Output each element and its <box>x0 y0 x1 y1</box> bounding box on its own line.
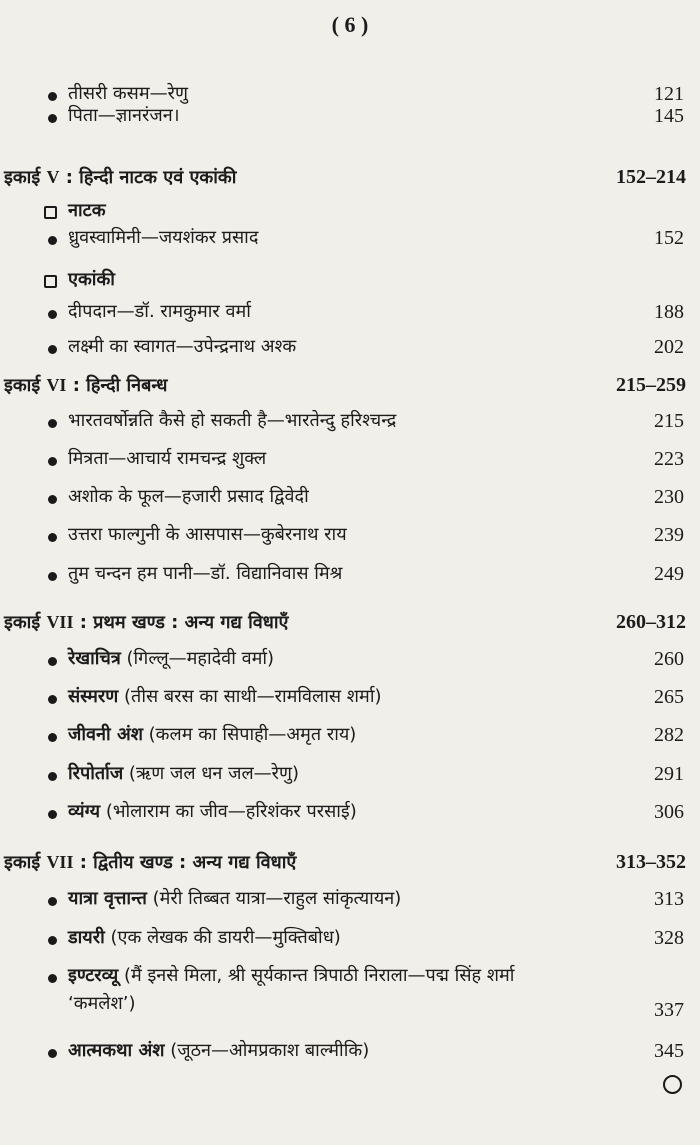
entry-title: तीसरी कसम—रेणु <box>68 83 188 104</box>
genre-label: रिपोर्ताज <box>68 763 124 784</box>
entry-title: दीपदान—डॉ. रामकुमार वर्मा <box>68 301 251 322</box>
genre-label: जीवनी अंश <box>68 724 143 745</box>
unit-number: V <box>46 167 60 187</box>
entry-title <box>68 645 274 673</box>
entry-detail: (भोलाराम का जीव—हरिशंकर परसाई) <box>100 801 357 822</box>
bullet-icon <box>48 810 57 819</box>
bullet-icon <box>48 114 57 123</box>
page-number-ref: 215 <box>654 410 684 432</box>
entry-title: ध्रुवस्वामिनी—जयशंकर प्रसाद <box>68 227 259 248</box>
toc-entry <box>0 560 700 596</box>
entry-detail: (कलम का सिपाही—अमृत राय) <box>142 724 357 745</box>
bullet-icon <box>48 236 57 245</box>
toc-entry <box>0 924 700 960</box>
unit-name: : प्रथम खण्ड : अन्य गद्य विधाएँ <box>73 612 289 633</box>
bullet-icon <box>48 695 57 704</box>
unit-title <box>4 163 236 192</box>
toc-entry <box>0 962 700 1021</box>
toc-entry <box>0 798 700 834</box>
entry-detail: (एक लेखक की डायरी—मुक्तिबोध) <box>104 927 341 948</box>
unit-title <box>4 608 288 637</box>
toc-entry <box>0 298 700 334</box>
genre-label: इण्टरव्यू <box>68 965 119 986</box>
entry-title <box>68 721 356 749</box>
unit-title <box>4 371 167 400</box>
entry-detail: (मेरी तिब्बत यात्रा—राहुल सांकृत्यायन) <box>146 888 402 909</box>
toc-entry <box>0 445 700 481</box>
entry-detail: (गिल्लू—महादेवी वर्मा) <box>120 648 275 669</box>
page-number-ref: 239 <box>654 524 684 546</box>
unit-prefix: इकाई <box>4 852 47 873</box>
unit-heading <box>0 371 700 407</box>
bullet-icon <box>48 974 57 983</box>
page-number-ref: 337 <box>654 999 684 1021</box>
toc-entry <box>0 885 700 921</box>
toc-entry <box>0 407 700 443</box>
page-number-ref: 202 <box>654 336 684 358</box>
bullet-icon <box>48 772 57 781</box>
genre-label: संस्मरण <box>68 686 119 707</box>
bullet-icon <box>48 897 57 906</box>
entry-title: तुम चन्दन हम पानी—डॉ. विद्यानिवास मिश्र <box>68 563 343 584</box>
entry-title <box>68 924 341 952</box>
unit-heading <box>0 848 700 884</box>
bullet-icon <box>48 657 57 666</box>
unit-prefix: इकाई <box>4 612 47 633</box>
bullet-icon <box>48 733 57 742</box>
bullet-icon <box>48 457 57 466</box>
unit-number: VII <box>46 852 74 872</box>
bullet-icon <box>48 92 57 101</box>
bullet-icon <box>48 495 57 504</box>
end-mark-circle-icon <box>663 1075 682 1094</box>
subsection-heading <box>0 266 700 302</box>
entry-title <box>68 1037 369 1065</box>
entry-title <box>68 760 299 788</box>
bullet-icon <box>48 419 57 428</box>
unit-number: VII <box>46 612 74 632</box>
checkbox-square-icon <box>44 206 57 219</box>
unit-prefix: इकाई <box>4 167 47 188</box>
page-number-ref: 265 <box>654 686 684 708</box>
checkbox-square-icon <box>44 275 57 288</box>
page-number-ref: 223 <box>654 448 684 470</box>
page-number-ref: 282 <box>654 724 684 746</box>
bullet-icon <box>48 310 57 319</box>
page-number-ref: 121 <box>654 83 684 105</box>
toc-entry <box>0 333 700 369</box>
genre-label: व्यंग्य <box>68 801 101 822</box>
unit-heading <box>0 163 700 199</box>
entry-title: पिता—ज्ञानरंजन। <box>68 105 180 126</box>
page-number: ( 6 ) <box>331 12 369 37</box>
entry-title: उत्तरा फाल्गुनी के आसपास—कुबेरनाथ राय <box>68 524 347 545</box>
page-number-ref: 291 <box>654 763 684 785</box>
entry-detail: (मैं इनसे मिला, श्री सूर्यकान्त त्रिपाठी निराला—पद्म सिंह शर्मा <box>118 965 515 986</box>
entry-title: भारतवर्षोन्नति कैसे हो सकती है—भारतेन्दु हरिश्चन्द्र <box>68 410 397 431</box>
page-number-ref: 306 <box>654 801 684 823</box>
entry-detail: (तीस बरस का साथी—रामविलास शर्मा) <box>118 686 382 707</box>
page-number-ref: 249 <box>654 563 684 585</box>
page-number-ref: 260 <box>654 648 684 670</box>
genre-label: यात्रा वृत्तान्त <box>68 888 147 909</box>
bullet-icon <box>48 1049 57 1058</box>
genre-label: आत्मकथा अंश <box>68 1040 165 1061</box>
unit-name: : हिन्दी नाटक एवं एकांकी <box>59 167 237 188</box>
entry-title: अशोक के फूल—हजारी प्रसाद द्विवेदी <box>68 486 309 507</box>
page-range: 152–214 <box>616 166 686 188</box>
page-range: 313–352 <box>616 851 686 873</box>
toc-entry <box>0 760 700 796</box>
page-number-ref: 188 <box>654 301 684 323</box>
page-number-ref: 328 <box>654 927 684 949</box>
page-range: 260–312 <box>616 611 686 633</box>
entry-title <box>68 885 401 913</box>
entry-title: मित्रता—आचार्य रामचन्द्र शुक्ल <box>68 448 267 469</box>
toc-entry <box>0 645 700 681</box>
entry-detail: (ऋण जल धन जल—रेणु) <box>123 763 300 784</box>
page-number-ref: 145 <box>654 105 684 127</box>
entry-title <box>68 962 638 1018</box>
toc-entry <box>0 1037 700 1073</box>
page-number-ref: 152 <box>654 227 684 249</box>
page-number-ref: 313 <box>654 888 684 910</box>
toc-entry <box>0 483 700 519</box>
toc-entry <box>0 721 700 757</box>
unit-heading <box>0 608 700 644</box>
unit-name: : द्वितीय खण्ड : अन्य गद्य विधाएँ <box>73 852 297 873</box>
entry-title <box>68 683 382 711</box>
bullet-icon <box>48 533 57 542</box>
subsection-label: नाटक <box>68 200 106 221</box>
bullet-icon <box>48 936 57 945</box>
bullet-icon <box>48 345 57 354</box>
unit-number: VI <box>46 375 67 395</box>
genre-label: डायरी <box>68 927 105 948</box>
unit-prefix: इकाई <box>4 375 47 396</box>
entry-detail: (जूठन—ओमप्रकाश बाल्मीकि) <box>164 1040 370 1061</box>
page-number-ref: 230 <box>654 486 684 508</box>
toc-entry <box>0 683 700 719</box>
toc-entry <box>0 102 700 138</box>
toc-entry <box>0 521 700 557</box>
entry-detail-continued: ‘कमलेश’) <box>68 993 136 1014</box>
unit-name: : हिन्दी निबन्ध <box>66 375 168 396</box>
entry-title <box>68 798 357 826</box>
page-range: 215–259 <box>616 374 686 396</box>
bullet-icon <box>48 572 57 581</box>
toc-entry <box>0 224 700 260</box>
unit-title <box>4 848 296 877</box>
page-number-ref: 345 <box>654 1040 684 1062</box>
entry-title: लक्ष्मी का स्वागत—उपेन्द्रनाथ अश्क <box>68 336 297 357</box>
subsection-label: एकांकी <box>68 269 115 290</box>
genre-label: रेखाचित्र <box>68 648 121 669</box>
